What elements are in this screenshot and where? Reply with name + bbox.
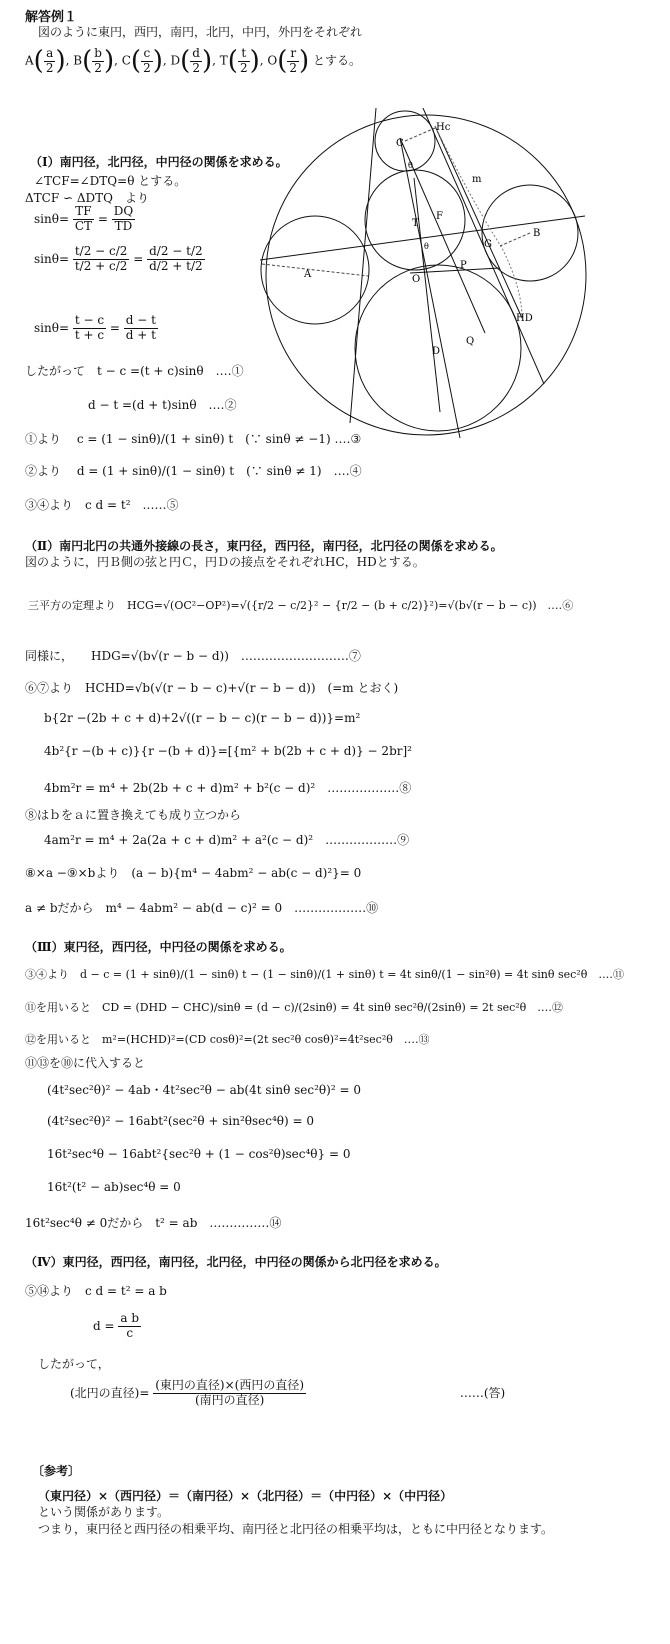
west-circle-A <box>261 216 369 324</box>
ref-line2: という関係があります。 <box>38 1505 170 1519</box>
sec4-e2: d = $\frac{\text{a b}}{c}$ <box>93 1311 140 1340</box>
sec1-heading: （Ⅰ）南円径，北円径，中円径の関係を求める。 <box>30 155 288 169</box>
sec2-pyth: 三平方の定理より HCG=√(OC²−OP²)=√({r/2 − c/2}² − {r/2 − (b + c/2)}²)=√(b√(r − b − c)) ‥‥⑥ <box>28 599 574 612</box>
sec1-eq5: ③④より c d = t² ……⑤ <box>25 498 179 512</box>
sec1-angle: ∠TCF=∠DTQ=θ とする。 <box>34 174 187 188</box>
label-D: D <box>432 346 441 357</box>
sec2-hchd: ⑥⑦より HCHD=√b(√(r − b − c)+√(r − b − d)) (=m とおく) <box>25 681 399 695</box>
intro-line: 図のように東円，西円，南円，北円，中円，外円をそれぞれ <box>38 25 363 39</box>
sec3-e12: ⑪を用いると CD = (DHD − CHC)/sinθ = (d − c)/(2sinθ) = 4t sinθ sec²θ/(2sinθ) = 2t sec²θ ‥‥⑫ <box>25 1001 563 1014</box>
sec3-s4: 16t²(t² − ab)sec⁴θ = 0 <box>47 1180 181 1194</box>
label-B: B <box>533 228 541 239</box>
sec2-exp5: ⑧×a −⑨×bより (a − b){m⁴ − 4abm² − ab(c − d)²}= 0 <box>25 866 362 880</box>
sec3-heading: （Ⅲ）東円径，西円径，中円径の関係を求める。 <box>25 940 292 954</box>
circles-diagram <box>260 108 600 468</box>
ref-heading: 〔参考〕 <box>32 1464 81 1478</box>
sec3-s2: (4t²sec²θ)² − 16abt²(sec²θ + sin²θsec⁴θ) = 0 <box>47 1114 315 1128</box>
label-Hc: Hc <box>436 122 451 133</box>
sec3-sub: ⑪⑬を⑩に代入すると <box>25 1056 146 1070</box>
sec4-e1: ⑤⑭より c d = t² = a b <box>25 1284 167 1298</box>
sec1-eq-sin3: sinθ= $\frac{t - c}{t + c}$ = $\frac{d - t}{d + t}$ <box>34 313 156 342</box>
sec3-s3: 16t²sec⁴θ − 16abt²{sec²θ + (1 − cos²θ)sec⁴θ} = 0 <box>47 1147 351 1161</box>
sec3-s1: (4t²sec²θ)² − 4ab・4t²sec²θ − ab(4t sinθ sec²θ)² = 0 <box>47 1083 361 1097</box>
sec2-exp1: b{2r −(2b + c + d)+2√((r − b − c)(r − b − d))}=m² <box>44 711 361 725</box>
label-m: m <box>472 174 482 185</box>
label-A: A <box>304 269 312 280</box>
sec2-exp3: 4bm²r = m⁴ + 2b(2b + c + d)m² + b²(c − d)² ………………⑧ <box>44 781 412 795</box>
sec1-similar: ΔTCF ∽ ΔDTQ より <box>25 191 149 205</box>
sec2-exp4: 4am²r = m⁴ + 2a(2a + c + d)m² + a²(c − d)² ………………⑨ <box>44 833 410 847</box>
sec1-eq3: ①より c = (1 − sinθ)/(1 + sinθ) t (∵ sinθ ≠ −1) ‥‥③ <box>25 432 362 446</box>
sec1-eq2: d − t =(d + t)sinθ ‥‥② <box>88 398 237 412</box>
page-title: 解答例１ <box>25 10 78 25</box>
label-P: P <box>460 260 467 271</box>
sec4-answer: (北円の直径)= $\frac{\text{(東円の直径)×(西円の直径)}}{\text{(南円の直径)}}$ ……(答) <box>70 1378 506 1407</box>
label-O: O <box>412 274 421 285</box>
radii-definition: A( $\frac{a}{2}$ ), B( $\frac{b}{2}$ ), C( $\frac{c}{2}$ ), D( $\frac{d}{2}$ ), T( $\frac{t}{2}$ ), O( $\frac{r}{2}$ ) とする。 <box>25 45 362 76</box>
sec1-eq-sin1: sinθ= $\frac{TF}{CT}$ = $\frac{DQ}{TD}$ <box>34 204 134 233</box>
label-theta-1: θ <box>408 161 413 170</box>
sec4-therefore: したがって， <box>38 1357 110 1371</box>
label-T: T <box>412 218 419 229</box>
ref-line3: つまり，東円径と西円径の相乗平均、南円径と北円径の相乗平均は，ともに中円径となります。 <box>38 1522 554 1536</box>
sec1-eq4: ②より d = (1 + sinθ)/(1 − sinθ) t (∵ sinθ ≠ 1) ‥‥④ <box>25 464 362 478</box>
label-C: C <box>396 138 404 149</box>
ref-relation: （東円径）×（西円径）＝（南円径）×（北円径）＝（中円径）×（中円径） <box>38 1489 453 1503</box>
label-F: F <box>436 211 443 222</box>
sec4-heading: （Ⅳ）東円径，西円径，南円径，北円径，中円径の関係から北円径を求める。 <box>25 1255 447 1269</box>
sec3-s5: 16t²sec⁴θ ≠ 0だから t² = ab ……………⑭ <box>25 1216 282 1230</box>
label-G: G <box>484 239 492 250</box>
sec2-intro: 図のように，円Ｂ側の弦と円Ｃ，円Ｄの接点をそれぞれHC，HDとする。 <box>25 555 425 569</box>
sec3-e11: ③④より d − c = (1 + sinθ)/(1 − sinθ) t − (1 − sinθ)/(1 + sinθ) t = 4t sinθ/(1 − sin²θ) = 4t sinθ sec²θ ‥‥⑪ <box>25 968 625 981</box>
sec2-exp2: 4b²{r −(b + c)}{r −(b + d)}=[{m² + b(2b + c + d)} − 2br]² <box>44 744 412 758</box>
label-Hd: HD <box>516 313 533 324</box>
sec1-eq-sin2: sinθ= $\frac{t/2 - c/2}{t/2 + c/2}$ = $\frac{d/2 - t/2}{d/2 + t/2}$ <box>34 244 203 273</box>
sec2-note8: ⑧はｂをａに置き換えても成り立つから <box>25 808 242 822</box>
sec2-same: 同様に， HDG=√(b√(r − b − d)) ………………………⑦ <box>25 649 361 663</box>
sec1-eq1: したがって t − c =(t + c)sinθ ‥‥① <box>25 364 244 378</box>
label-Q: Q <box>466 336 475 347</box>
sec2-exp6: a ≠ bだから m⁴ − 4abm² − ab(d − c)² = 0 ………………⑩ <box>25 901 379 915</box>
label-theta-2: θ <box>424 242 429 251</box>
sec2-heading: （Ⅱ）南円北円の共通外接線の長さ，東円径，西円径，南円径，北円径の関係を求める。 <box>25 539 503 553</box>
sec3-e13: ⑫を用いると m²=(HCHD)²=(CD cosθ)²=(2t sec²θ cosθ)²=4t²sec²θ ‥‥⑬ <box>25 1033 430 1046</box>
